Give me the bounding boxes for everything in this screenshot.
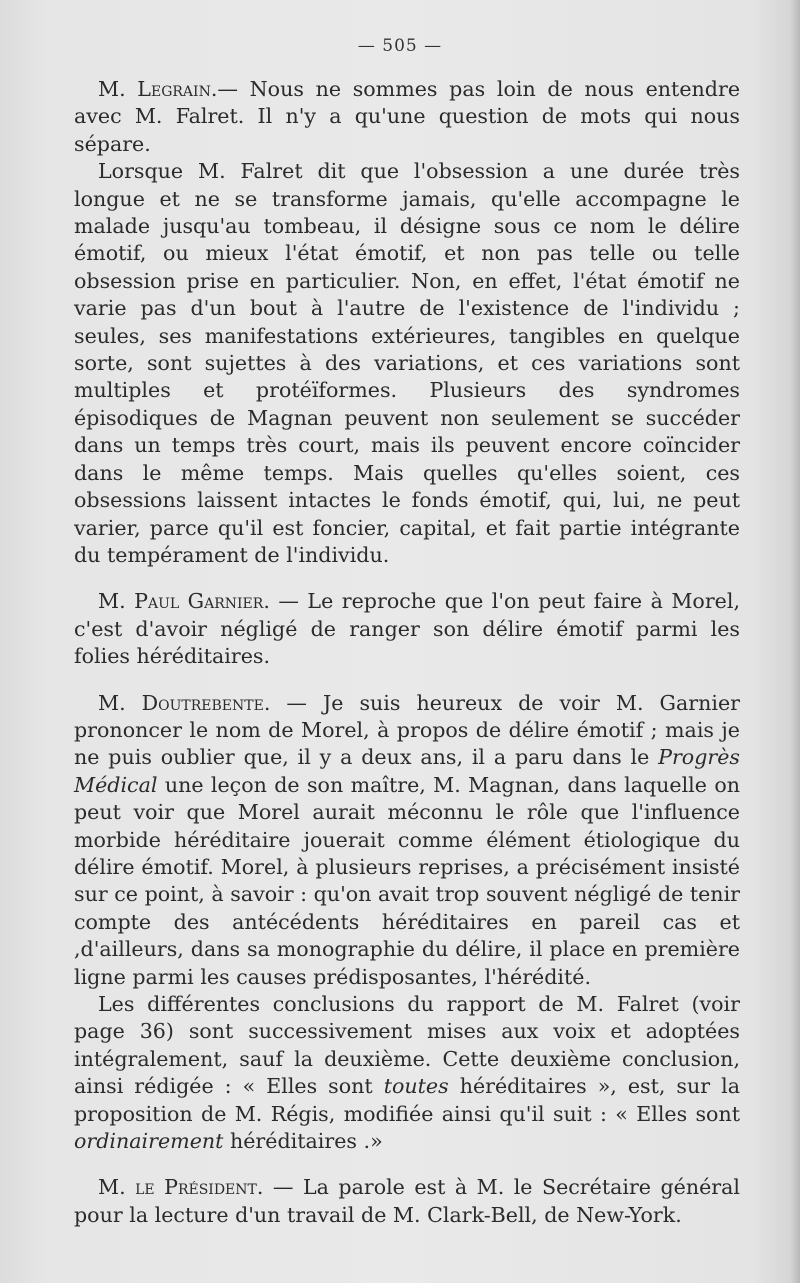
paragraph-conclusions [74, 991, 740, 1155]
paragraph-obsession [74, 158, 740, 569]
speaker-separator: . — [263, 589, 308, 614]
speaker-separator: . — [263, 690, 323, 715]
paragraph-text: héréditaires », est, sur la proposition de M. Régis, modifiée ainsi qu'il suit : « Elles sont [74, 1074, 740, 1126]
speaker-separator: .— [210, 77, 250, 101]
speaker-separator: . — [256, 1175, 303, 1200]
paragraph-text: Le reproche que l'on peut faire à Morel, c'est d'avoir négligé de ranger son délire émotif parmi les folies héréditaires. [74, 589, 740, 669]
paragraph-text: héréditaires .» [223, 1129, 383, 1154]
paragraph-text: Nous ne sommes pas loin de nous entendre avec M. Falret. Il n'y a qu'une question de mots qui nous sépare. [74, 77, 740, 156]
page-edge-shadow [790, 0, 800, 1283]
paragraph-president [74, 1174, 740, 1229]
paragraph-legrain [74, 76, 740, 158]
speaker-name: M. le Président [98, 1175, 257, 1200]
journal-title: Progrès Médical [74, 745, 740, 797]
speaker-name: M. Legrain [98, 77, 211, 101]
page-number: — 505 — [357, 36, 443, 56]
paragraph-doutrebente [74, 690, 740, 991]
paragraph-text: Lorsque M. Falret dit que l'obsession a une durée très longue et ne se transforme jamais, qu'elle accompagne le malade jusqu'au tombeau, il désigne sous ce nom le délire émotif, ou mieux l'état émotif, et non pas telle ou telle obsession prise en particulier. Non, en effet, l'état émotif ne varie pas d'un bout à l'autre de l'existence de l'individu ; seules, ses manifestations extérieures, tangibles en quelque sorte, sont sujettes à des variations, et ces variations sont multiples et protéïformes. Plusieurs des syndromes épisodiques de Magnan peuvent non seulement se succéder dans un temps très court, mais ils peuvent encore coïncider dans le même temps. Mais quelles qu'elles soient, ces obsessions laissent intactes le fonds émotif, qui, lui, ne peut varier, parce qu'il est foncier, capital, et fait partie intégrante du tempérament de l'individu. [74, 159, 740, 567]
emphasis-text: toutes [383, 1074, 449, 1099]
paragraph-text: Je suis heureux de voir M. Garnier prononcer le nom de Morel, à propos de délire émotif ; mais je ne puis oublier que, il y a deux ans, il a paru dans le [74, 690, 740, 770]
paragraph-text: Les différentes conclusions du rapport de M. Falret (voir page 36) sont successivement mises aux voix et adoptées intégralement, sauf la deuxième. Cette deuxième conclusion, ainsi rédigée : « Elles sont [74, 992, 740, 1099]
page-body [74, 76, 740, 1229]
speaker-name: M. Paul Garnier [98, 589, 264, 614]
paragraph-garnier [74, 588, 740, 670]
paragraph-text: une leçon de son maître, M. Magnan, dans laquelle on peut voir que Morel aurait méconnu le rôle que l'influence morbide héréditaire jouerait comme élément étiologique du délire émotif. Morel, à plusieurs reprises, a précisément insisté sur ce point, à savoir : qu'on avait trop souvent négligé de tenir compte des antécédents héréditaires en pareil cas et ,d'ailleurs, dans sa monographie du délire, il place en première ligne parmi les causes prédisposantes, l'hérédité. [74, 772, 740, 989]
speaker-name: M. Doutrebente [98, 690, 264, 715]
paragraph-text: La parole est à M. le Secrétaire général pour la lecture d'un travail de M. Clark-Bell, de New-York. [74, 1175, 741, 1227]
emphasis-text: ordinairement [74, 1129, 224, 1154]
